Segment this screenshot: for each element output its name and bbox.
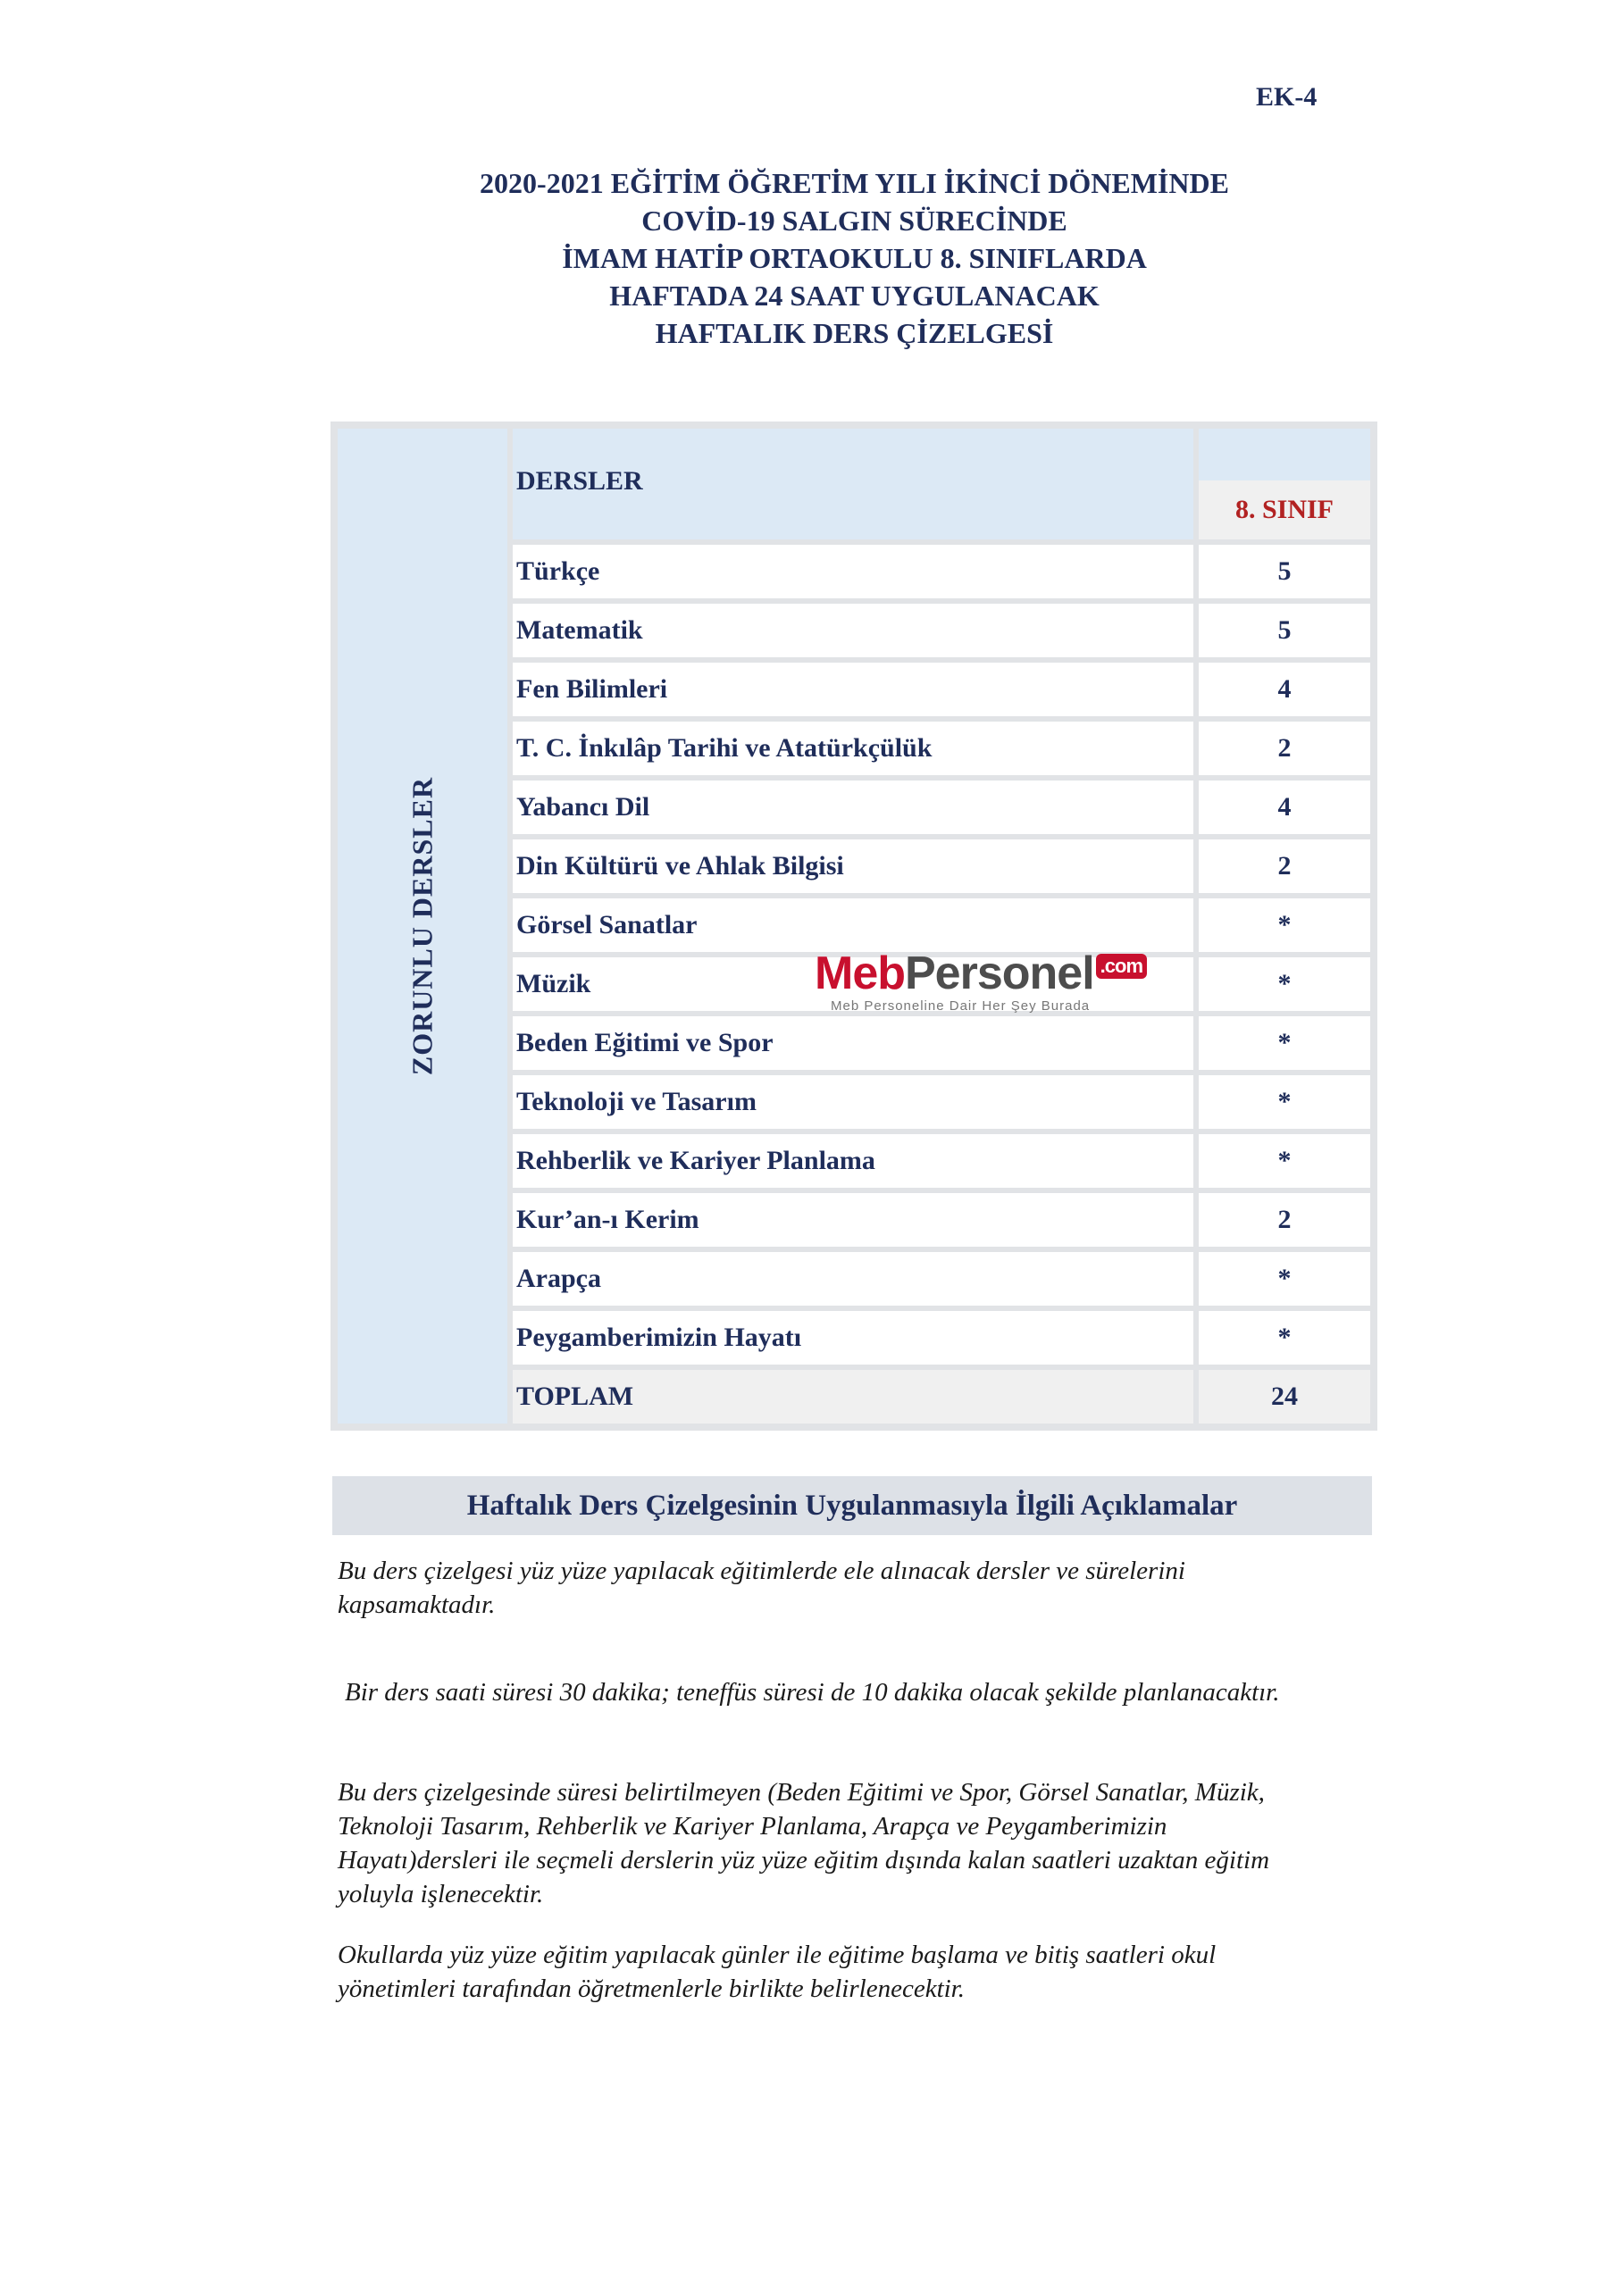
grade-column-header [1199, 480, 1370, 539]
logo-text-dotcom: .com [1096, 954, 1147, 979]
table-row [513, 1016, 1370, 1070]
weekly-hours: 4 [1199, 663, 1370, 716]
weekly-hours: 2 [1199, 722, 1370, 775]
logo-text-meb: Meb [815, 948, 905, 999]
title-line: İMAM HATİP ORTAOKULU 8. SINIFLARDA [562, 242, 1147, 274]
subject-name: Arapça [513, 1252, 1193, 1306]
subject-name: Matematik [513, 604, 1193, 657]
weekly-hours: * [1199, 1252, 1370, 1306]
note-paragraph: Bu ders çizelgesinde süresi belirtilmeyen (Beden Eğitimi ve Spor, Görsel Sanatlar, Müzik, Teknoloji Tasarım, Rehberlik ve Kariyer Planlama, Arapça ve Peygamberimizin Hayatı)dersleri ile seçmeli derslerin yüz yüze eğitim dışında kalan saatleri uzaktan eğitim yoluyla işlenecektir. [338, 1778, 1270, 1908]
title-line: COVİD-19 SALGIN SÜRECİNDE [641, 205, 1067, 237]
document-title [0, 164, 1623, 352]
table-row [513, 839, 1370, 893]
title-line: HAFTALIK DERS ÇİZELGESİ [655, 317, 1054, 349]
subject-name: Türkçe [513, 545, 1193, 598]
note-paragraph: Bir ders saati süresi 30 dakika; teneffüs süresi de 10 dakika olacak şekilde planlanacaktır. [345, 1678, 1280, 1707]
subject-name: Rehberlik ve Kariyer Planlama [513, 1134, 1193, 1188]
title-line: HAFTADA 24 SAAT UYGULANACAK [609, 280, 1100, 312]
notes-header: Haftalık Ders Çizelgesinin Uygulanmasıyla İlgili Açıklamalar [332, 1476, 1372, 1535]
subject-name: Fen Bilimleri [513, 663, 1193, 716]
weekly-hours: * [1199, 957, 1370, 1011]
table-row [513, 781, 1370, 834]
subject-header-label: DERSLER [516, 466, 643, 496]
grade-header-top [1199, 429, 1370, 480]
weekly-hours: 2 [1199, 1193, 1370, 1247]
total-hours: 24 [1199, 1370, 1370, 1424]
subject-name: Beden Eğitimi ve Spor [513, 1016, 1193, 1070]
subject-column-header [513, 429, 1193, 539]
weekly-hours: 5 [1199, 545, 1370, 598]
table-row [513, 1134, 1370, 1188]
watermark-logo [815, 948, 1181, 1016]
total-label: TOPLAM [513, 1370, 1193, 1424]
table-row [513, 545, 1370, 598]
weekly-hours: * [1199, 898, 1370, 952]
subject-name: Din Kültürü ve Ahlak Bilgisi [513, 839, 1193, 893]
total-row [513, 1370, 1370, 1424]
weekly-hours: 4 [1199, 781, 1370, 834]
subject-name: Teknoloji ve Tasarım [513, 1075, 1193, 1129]
logo-tagline: Meb Personeline Dair Her Şey Burada [831, 998, 1091, 1014]
category-label: ZORUNLU DERSLER [406, 776, 439, 1076]
table-row [513, 1193, 1370, 1247]
table-row [513, 722, 1370, 775]
annex-label: EK-4 [1256, 82, 1318, 112]
table-row [513, 1311, 1370, 1365]
title-line: 2020-2021 EĞİTİM ÖĞRETİM YILI İKİNCİ DÖNEMİNDE [480, 167, 1229, 199]
note-paragraph: Okullarda yüz yüze eğitim yapılacak günler ile eğitime başlama ve bitiş saatleri okul yönetimleri tarafından öğretmenlerle birlikte belirlenecektir. [338, 1941, 1217, 2003]
weekly-hours: * [1199, 1311, 1370, 1365]
subject-name: Görsel Sanatlar [513, 898, 1193, 952]
table-row [513, 1252, 1370, 1306]
weekly-hours: 5 [1199, 604, 1370, 657]
subject-name: T. C. İnkılâp Tarihi ve Atatürkçülük [513, 722, 1193, 775]
weekly-hours: 2 [1199, 839, 1370, 893]
table-row [513, 1075, 1370, 1129]
table-row [513, 898, 1370, 952]
weekly-hours: * [1199, 1134, 1370, 1188]
subject-name: Yabancı Dil [513, 781, 1193, 834]
subject-name: Müzik [513, 957, 1193, 1011]
logo-text-personel: Personel [905, 948, 1094, 999]
weekly-hours: * [1199, 1075, 1370, 1129]
table-row [513, 604, 1370, 657]
note-paragraph: Bu ders çizelgesi yüz yüze yapılacak eğitimlerde ele alınacak dersler ve sürelerini kapsamaktadır. [338, 1557, 1185, 1619]
subject-name: Peygamberimizin Hayatı [513, 1311, 1193, 1365]
weekly-hours: * [1199, 1016, 1370, 1070]
grade-header-label: 8. SINIF [1234, 495, 1334, 524]
table-row [513, 663, 1370, 716]
subject-name: Kur’an-ı Kerim [513, 1193, 1193, 1247]
